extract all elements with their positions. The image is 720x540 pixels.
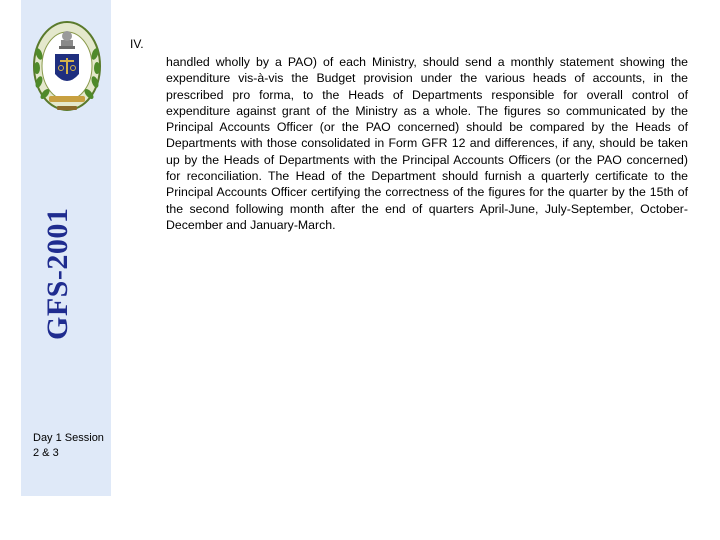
sidebar bbox=[21, 0, 111, 496]
emblem-seal-graphic bbox=[31, 14, 103, 120]
body-paragraph: handled wholly by a PAO) of each Ministry, should send a monthly statement showing the expenditure vis-à-vis the Budget provision under the various heads of accounts, in the prescribed pro forma, to the Heads of Departments responsible for overall control of expenditure against grant of the Ministry as a whole. The figures so communicated by the Principal Accounts Officer (or the PAO concerned) should be compared by the Heads of Departments with those consolidated in Form GFR 12 and differences, if any, should be taken up by the Heads of Departments with the Principal Accounts Officers (or the PAO concerned) for reconciliation. The Head of the Department should furnish a quarterly certificate to the Principal Accounts Officer certifying the correctness of the figures for the quarter by the 15th of the second following month after the end of quarters April-June, July-September, October-December and January-March. bbox=[166, 55, 688, 232]
session-label: Day 1 Session 2 & 3 bbox=[33, 432, 104, 459]
item-marker: IV. bbox=[130, 37, 144, 51]
emblem-logo-icon bbox=[31, 14, 103, 120]
document-vertical-title: GFS-2001 bbox=[41, 207, 74, 340]
